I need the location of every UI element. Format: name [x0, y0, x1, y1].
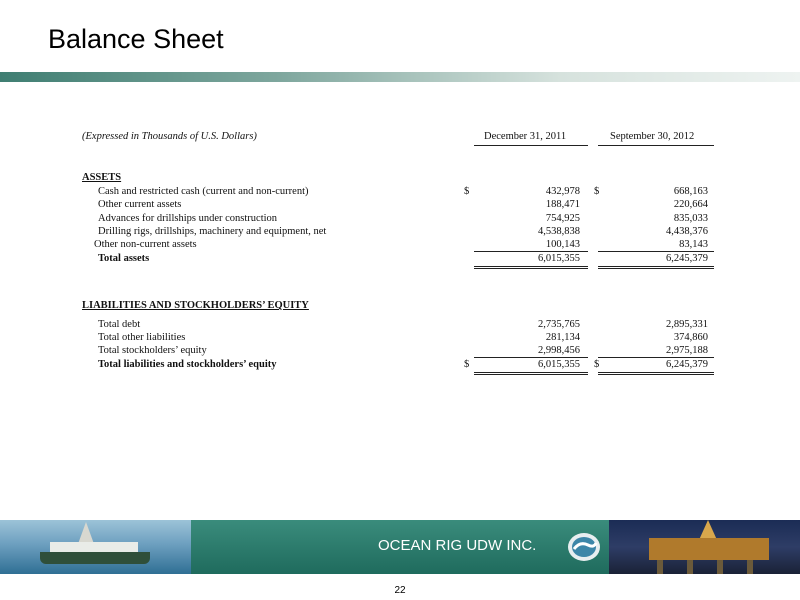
liability-row-value-2011: 2,998,456	[538, 345, 580, 356]
total-liabilities-value-2012: 6,245,379	[666, 359, 708, 370]
total-assets-value-2012: 6,245,379	[666, 253, 708, 264]
asset-row-value-2011: 188,471	[545, 199, 580, 210]
asset-row-label: Advances for drillships under construction	[98, 213, 278, 224]
liability-row-label: Total other liabilities	[98, 332, 186, 343]
total-assets-value-2011: 6,015,355	[538, 253, 580, 264]
total-double-rule	[474, 372, 588, 373]
liability-row-label: Total debt	[98, 319, 141, 330]
total-double-rule	[598, 266, 714, 267]
asset-row-value-2012: 835,033	[673, 213, 708, 224]
currency-symbol: $	[464, 186, 470, 197]
drilling-rig-night-photo	[609, 520, 800, 574]
rig-legs-shape	[657, 560, 761, 574]
liability-row-value-2012: 374,860	[673, 332, 708, 343]
asset-row-value-2012: 83,143	[679, 239, 708, 250]
drillship-photo	[0, 520, 191, 574]
asset-row-label: Other non-current assets	[94, 239, 197, 250]
liability-row-value-2012: 2,975,188	[666, 345, 708, 356]
currency-symbol: $	[594, 186, 600, 197]
ship-hull-shape	[40, 552, 150, 564]
footer-banner	[0, 520, 800, 574]
asset-row-value-2011: 432,978	[545, 186, 580, 197]
subtotal-rule	[474, 251, 588, 252]
total-double-rule	[598, 268, 714, 269]
column-header-dec-2011: December 31, 2011	[484, 131, 567, 142]
ocean-rig-logo-icon	[566, 531, 602, 563]
asset-row-value-2012: 4,438,376	[666, 226, 708, 237]
currency-symbol: $	[594, 359, 600, 370]
subtotal-rule	[474, 357, 588, 358]
company-name: OCEAN RIG UDW INC.	[378, 537, 537, 554]
liabilities-heading: LIABILITIES AND STOCKHOLDERS’ EQUITY	[82, 300, 309, 311]
assets-heading: ASSETS	[82, 172, 122, 183]
total-assets-label: Total assets	[98, 253, 150, 264]
rig-tower-shape	[699, 520, 717, 540]
liability-row-value-2011: 281,134	[545, 332, 580, 343]
page-title: Balance Sheet	[48, 24, 224, 54]
page-number: 22	[394, 585, 406, 596]
subtotal-rule	[598, 357, 714, 358]
currency-symbol: $	[464, 359, 470, 370]
column-header-rule	[474, 145, 588, 146]
rig-body-shape	[649, 538, 769, 560]
total-double-rule	[474, 268, 588, 269]
liability-row-value-2011: 2,735,765	[538, 319, 580, 330]
asset-row-value-2011: 754,925	[545, 213, 580, 224]
total-liabilities-label: Total liabilities and stockholders’ equity	[98, 359, 277, 370]
asset-row-value-2012: 220,664	[673, 199, 708, 210]
liability-row-label: Total stockholders’ equity	[98, 345, 207, 356]
total-double-rule	[474, 374, 588, 375]
asset-row-label: Cash and restricted cash (current and non-current)	[98, 186, 309, 197]
total-double-rule	[474, 266, 588, 267]
asset-row-label: Other current assets	[98, 199, 182, 210]
liability-row-value-2012: 2,895,331	[666, 319, 708, 330]
total-liabilities-value-2011: 6,015,355	[538, 359, 580, 370]
asset-row-value-2011: 100,143	[545, 239, 580, 250]
asset-row-label: Drilling rigs, drillships, machinery and equipment, net	[98, 226, 327, 237]
subtotal-rule	[598, 251, 714, 252]
column-header-sep-2012: September 30, 2012	[610, 131, 695, 142]
asset-row-value-2011: 4,538,838	[538, 226, 580, 237]
ship-derrick-shape	[78, 522, 94, 544]
total-double-rule	[598, 374, 714, 375]
units-note: (Expressed in Thousands of U.S. Dollars)	[82, 131, 257, 142]
total-double-rule	[598, 372, 714, 373]
column-header-rule	[598, 145, 714, 146]
asset-row-value-2012: 668,163	[673, 186, 708, 197]
